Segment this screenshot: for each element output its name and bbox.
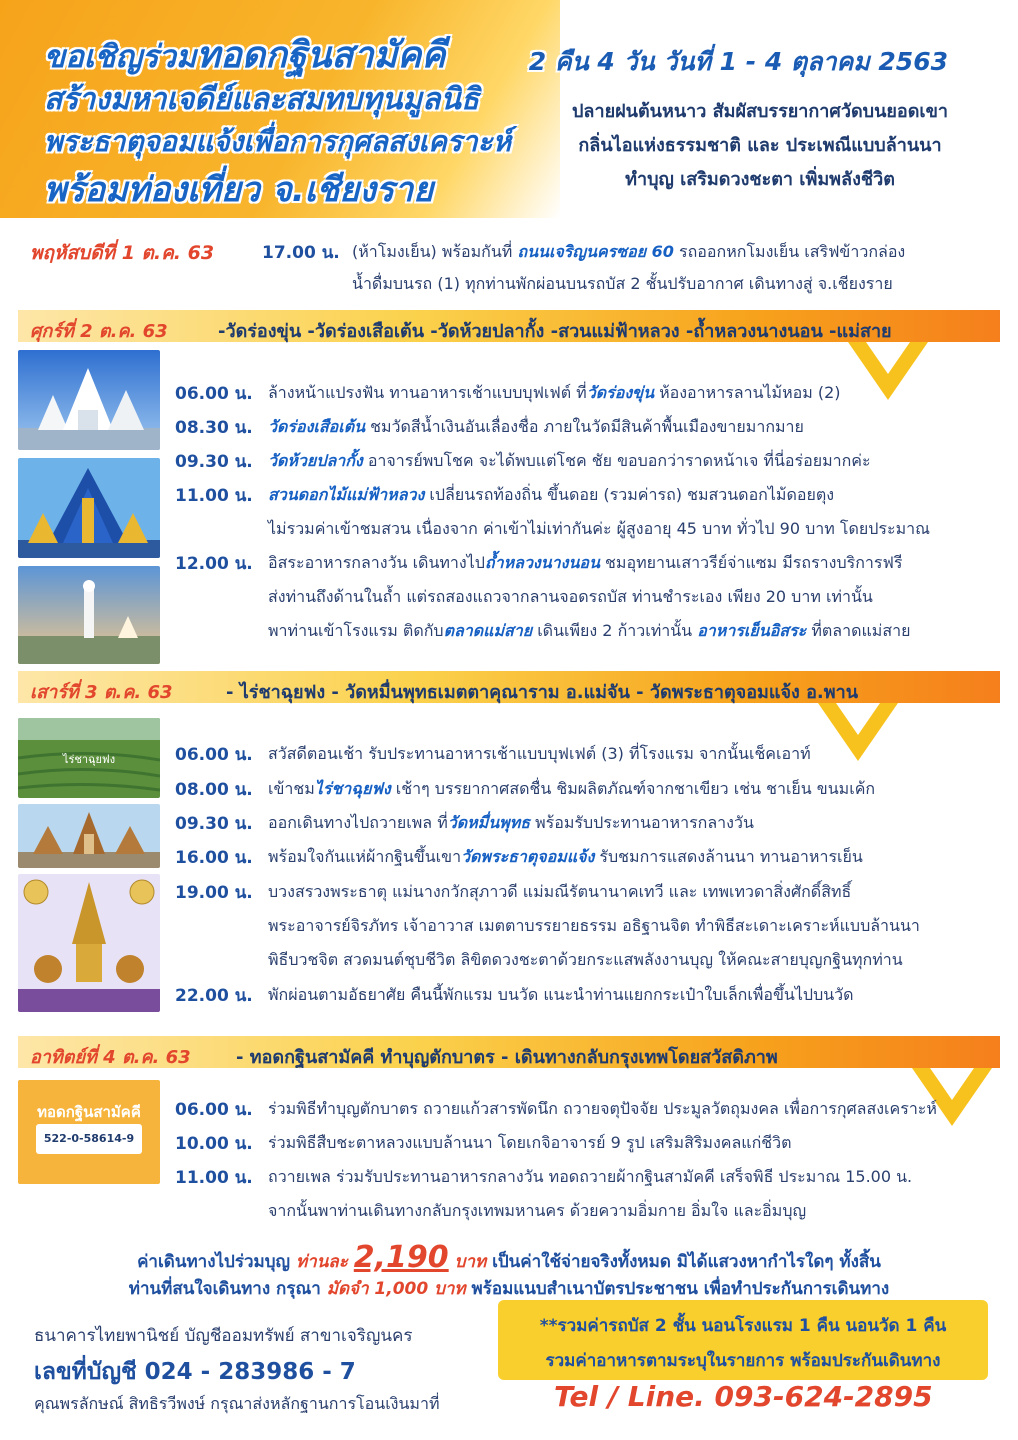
headline-line1: [44, 26, 445, 83]
slogan-line3: ทำบุญ เสริมดวงชะตา เพิ่มพลังชีวิต: [625, 169, 895, 190]
day3-time-1900: 19.00 น.: [175, 883, 253, 903]
deposit-note: พร้อมแนบสำเนาบัตรประชาชน เพื่อทำประกันการเดินทาง: [465, 1279, 890, 1299]
day2-time-1200: 12.00 น.: [175, 554, 253, 574]
day2-row-0600-b: วัดร่องขุ่น: [586, 383, 654, 402]
note-line2: รวมค่าอาหารตามระบุในรายการ พร้อมประกันเดินทาง: [545, 1351, 941, 1371]
day2-time-0830: 08.30 น.: [175, 418, 253, 438]
day3-row-1600-c: รับชมการแสดงล้านนา ทานอาหารเย็น: [594, 847, 863, 866]
day3-row-0930-b: วัดหมื่นพุทธ: [447, 813, 530, 832]
day2-title: -วัดร่องขุ่น -วัดร่องเสือเต้น -วัดห้วยปลากั้ง -สวนแม่ฟ้าหลวง -ถ้ำหลวงนางนอน -แม่สาย: [218, 321, 892, 342]
day2-row-0600-a: ล้างหน้าแปรงฟัน ทานอาหารเช้าแบบบุฟเฟต์ ที่: [268, 383, 587, 402]
day2-time-1100: 11.00 น.: [175, 486, 253, 506]
photo-buddha-relics-altar: [18, 874, 160, 1012]
deposit-amount: มัดจำ 1,000 บาท: [326, 1279, 466, 1299]
day2-row-1100-cont: ไม่รวมค่าเข้าชมสวน เนื่องจาก ค่าเข้าไม่เท่ากันค่ะ ผู้สูงอายุ 45 บาท ทั่วไป 90 บาท โดยประมาณ: [268, 519, 930, 538]
day2-row-0600: [268, 381, 841, 406]
day3-date: เสาร์ที่ 3 ต.ค. 63: [30, 682, 173, 703]
day2-row-1200-b: ถ้ำหลวงนางนอน: [484, 553, 600, 572]
headline-invite: ขอเชิญร่วม: [44, 39, 197, 75]
day1-meeting-point: ถนนเจริญนครซอย 60: [517, 242, 674, 261]
day2-row-0830: [268, 415, 804, 440]
day1-date: พฤหัสบดีที่ 1 ต.ค. 63: [30, 242, 215, 264]
day1-text-c: รถออกหกโมงเย็น เสริฟข้าวกล่อง: [673, 242, 906, 261]
day3-time-2200: 22.00 น.: [175, 986, 253, 1006]
headline-line2: สร้างมหาเจดีย์และสมทบทุนมูลนิธิ: [44, 82, 480, 117]
day2-row-0830-c: ชมวัดสีน้ำเงินอันเลื่องชื่อ ภายในวัดมีสินค้าพื้นเมืองขายมากมาย: [365, 417, 804, 436]
day2-time-0930: 09.30 น.: [175, 452, 253, 472]
day3-row-1900-cont1: พระอาจารย์จิรภัทร เจ้าอาวาส เมตตาบรรยายธรรม อธิฐานจิต ทำพิธีสะเดาะเคราะห์แบบล้านนา: [268, 916, 920, 935]
day4-header-bar: [18, 1036, 1000, 1068]
day2-row-1100: [268, 483, 834, 508]
day3-row-1900-cont2: พิธีบวชจิต สวดมนต์ชุบชีวิต ลิขิตดวงชะตาด้วยกระแสพลังงานบุญ ให้คณะสายบุญกฐินทุกท่าน: [268, 950, 903, 969]
poster-account-number: 522-0-58614-9: [43, 1132, 135, 1145]
day2-row-1200: [268, 551, 902, 576]
price-amount: 2,190: [353, 1240, 449, 1275]
day3-time-0600: 06.00 น.: [175, 745, 253, 765]
day2-row-1100-b: สวนดอกไม้แม่ฟ้าหลวง: [268, 485, 425, 504]
day2-free-dinner: อาหารเย็นอิสระ: [697, 621, 807, 640]
trip-dates: 2 คืน 4 วัน วันที่ 1 - 4 ตุลาคม 2563: [528, 47, 948, 76]
day2-row-1200-cont2-a: พาท่านเข้าโรงแรม ติดกับ: [268, 621, 444, 640]
day2-row-0930-b: วัดห้วยปลากั้ง: [268, 451, 363, 470]
day2-row-1200-cont1: ส่งท่านถึงด้านในถ้ำ แต่รถสองแถวจากลานจอดรถบัส ท่านชำระเอง เพียง 20 บาท เท่านั้น: [268, 587, 873, 606]
day3-title: - ไร่ชาฉุยฟง - วัดหมื่นพุทธเมตตาคุณาราม อ.แม่จัน - วัดพระธาตุจอมแจ้ง อ.พาน: [226, 682, 859, 703]
day4-row-0600: ร่วมพิธีทำบุญตักบาตร ถวายแก้วสารพัดนึก ถวายจตุปัจจัย ประมูลวัตถุมงคล เพื่อการกุศลสงเคราะห์: [268, 1099, 937, 1118]
day3-row-1600: [268, 845, 863, 870]
day1-line1: [352, 240, 905, 265]
day2-time-0600: 06.00 น.: [175, 384, 253, 404]
day4-date: อาทิตย์ที่ 4 ต.ค. 63: [30, 1047, 191, 1068]
photo-guanyin-statue: [18, 566, 160, 664]
day3-row-2200: พักผ่อนตามอัธยาศัย คืนนี้พักแรม บนวัด แนะนำท่านแยกกระเป๋าใบเล็กเพื่อขึ้นไปบนวัด: [268, 985, 854, 1004]
day2-header-bar: [18, 310, 1000, 342]
transfer-instruction: [34, 1392, 439, 1417]
price-intro: ค่าเดินทางไปร่วมบุญ: [137, 1252, 296, 1272]
day2-row-0930-c: อาจารย์พบโชค จะได้พบแต่โชค ชัย ขอบอกว่าราดหน้าเจ ที่นี่อร่อยมากค่ะ: [362, 451, 871, 470]
day2-row-0930: [268, 449, 871, 474]
day3-header-bar: [18, 671, 1000, 703]
day4-row-1000: ร่วมพิธีสืบชะตาหลวงแบบล้านนา โดยเกจิอาจารย์ 9 รูป เสริมสิริมงคลแก่ชีวิต: [268, 1133, 792, 1152]
day3-time-0930: 09.30 น.: [175, 814, 253, 834]
tea-sign-text: ไร่ชาฉุยฟง: [62, 753, 116, 766]
day1-label: [30, 238, 214, 268]
bank-account-number: เลขที่บัญชี 024 - 283986 - 7: [34, 1359, 356, 1385]
day2-row-0830-b: วัดร่องเสือเต้น: [268, 417, 366, 436]
day3-row-1600-b: วัดพระธาตุจอมแจ้ง: [461, 847, 595, 866]
headline-line4: พร้อมท่องเที่ยว จ.เชียงราย: [44, 170, 434, 210]
photo-white-temple: [18, 350, 160, 450]
day2-row-1200-cont2: [268, 619, 910, 644]
slogan-line2: กลิ่นไอแห่งธรรมชาติ และ ประเพณีแบบล้านนา: [578, 135, 942, 156]
price-currency: บาท: [448, 1252, 487, 1272]
day3-row-0930-a: ออกเดินทางไปถวายเพล ที่: [268, 813, 448, 832]
day4-time-1000: 10.00 น.: [175, 1134, 253, 1154]
slogan-line1: ปลายฝนต้นหนาว สัมผัสบรรยากาศวัดบนยอดเขา: [572, 101, 948, 122]
day3-row-0800: [268, 777, 875, 802]
day3-time-0800: 08.00 น.: [175, 780, 253, 800]
day4-row-1100: ถวายเพล ร่วมรับประทานอาหารกลางวัน ทอดถวายผ้ากฐินสามัคคี เสร็จพิธี ประมาณ 15.00 น.: [268, 1167, 913, 1186]
headline-kathin: ทอดกฐินสามัคคี: [196, 35, 446, 76]
day4-time-0600: 06.00 น.: [175, 1100, 253, 1120]
day2-row-0600-c: ห้องอาหารลานไม้หอม (2): [654, 383, 841, 402]
header: [0, 0, 1018, 218]
day3-row-1900: [268, 880, 851, 905]
day2-row-1200-a: อิสระอาหารกลางวัน เดินทางไป: [268, 553, 485, 572]
photo-blue-temple: [18, 458, 160, 558]
day2-row-1100-c: เปลี่ยนรถท้องถิ่น ขึ้นดอย (รวมค่ารถ) ชมสวนดอกไม้ดอยตุง: [424, 485, 835, 504]
kathin-poster: [18, 1080, 160, 1184]
day4-time-1100: 11.00 น.: [175, 1168, 253, 1188]
day3-row-0600: [268, 742, 811, 767]
deposit-line: [0, 1275, 1018, 1302]
day3-row-0800-c: เช้าๆ บรรยากาศสดชื่น ชิมผลิตภัณฑ์จากชาเขียว เช่น ชาเย็น ขนมเค้ก: [390, 779, 876, 798]
price-note: เป็นค่าใช้จ่ายจริงทั้งหมด มิได้แสวงหากำไรใดๆ ทั้งสิ้น: [486, 1252, 881, 1272]
day3-row-0800-b: ไร่ชาฉุยฟง: [314, 779, 391, 798]
day1-time: 17.00 น.: [262, 243, 340, 263]
day1-line2: น้ำดื่มบนรถ (1) ทุกท่านพักผ่อนบนรถบัส 2 ชั้นปรับอากาศ เดินทางสู่ จ.เชียงราย: [352, 274, 893, 293]
transfer-text: คุณพรลักษณ์ สิทธิรวีพงษ์ กรุณาส่งหลักฐานการโอนเงินมาที่: [34, 1394, 440, 1413]
day3-row-0930: [268, 811, 754, 836]
day1-text-a: (ห้าโมงเย็น) พร้อมกันที่: [352, 242, 518, 261]
day3-time-1600: 16.00 น.: [175, 848, 253, 868]
day3-row-0600-a: สวัสดีตอนเช้า รับประทานอาหารเช้าแบบบุฟเฟต์ (3) ที่โรงแรม จากนั้นเช็คเอาท์: [268, 744, 811, 763]
contact-phone[interactable]: Tel / Line. 093-624-2895: [554, 1380, 933, 1413]
day3-row-1600-a: พร้อมใจกันแห่ผ้ากฐินขึ้นเขา: [268, 847, 462, 866]
day3-row-1900-a: บวงสรวงพระธาตุ แม่นางกวักสุภาวดี แม่มณีรัตนานาคเทวี และ เทพเทวดาสิ่งศักดิ์สิทธิ์: [268, 882, 852, 901]
price-per-person-label: ท่านละ: [295, 1252, 354, 1272]
day2-date: ศุกร์ที่ 2 ต.ค. 63: [30, 321, 168, 342]
day4-row-1100-cont: จากนั้นพาท่านเดินทางกลับกรุงเทพมหานคร ด้วยความอิ่มกาย อิ่มใจ และอิ่มบุญ: [268, 1201, 807, 1220]
price-line: [0, 1240, 1018, 1275]
note-line1: **รวมค่ารถบัส 2 ชั้น นอนโรงแรม 1 คืน นอนวัด 1 คืน: [539, 1316, 947, 1336]
photo-muen-buddha-temple: [18, 804, 160, 868]
deposit-intro: ท่านที่สนใจเดินทาง กรุณา: [128, 1279, 327, 1299]
headline-line3: พระธาตุจอมแจ้งเพื่อการกุศลสงเคราะห์: [44, 125, 512, 158]
contact-line[interactable]: [554, 1380, 933, 1413]
day2-market: ตลาดแม่สาย: [443, 621, 533, 640]
poster-title: ทอดกฐินสามัคคี: [37, 1103, 141, 1121]
day2-row-1200-c: ชมอุทยานเสาวรีย์จ่าแซม มีรถรางบริการฟรี: [599, 553, 903, 572]
day3-row-0930-c: พร้อมรับประทานอาหารกลางวัน: [530, 813, 754, 832]
day4-title: - ทอดกฐินสามัคคี ทำบุญตักบาตร - เดินทางกลับกรุงเทพโดยสวัสดิภาพ: [236, 1047, 778, 1068]
day2-row-1200-cont2-c: เดินเพียง 2 ก้าวเท่านั้น: [532, 621, 698, 640]
photo-tea-plantation: [18, 718, 160, 798]
included-items-note: [498, 1300, 988, 1380]
day3-row-0800-a: เข้าชม: [268, 779, 315, 798]
chevron-down-icon: [818, 703, 898, 761]
chevron-down-icon: [848, 342, 928, 400]
bank-name: ธนาคารไทยพานิชย์ บัญชีออมทรัพย์ สาขาเจริญนคร: [34, 1326, 413, 1346]
day2-row-1200-cont2-e: ที่ตลาดแม่สาย: [806, 621, 911, 640]
